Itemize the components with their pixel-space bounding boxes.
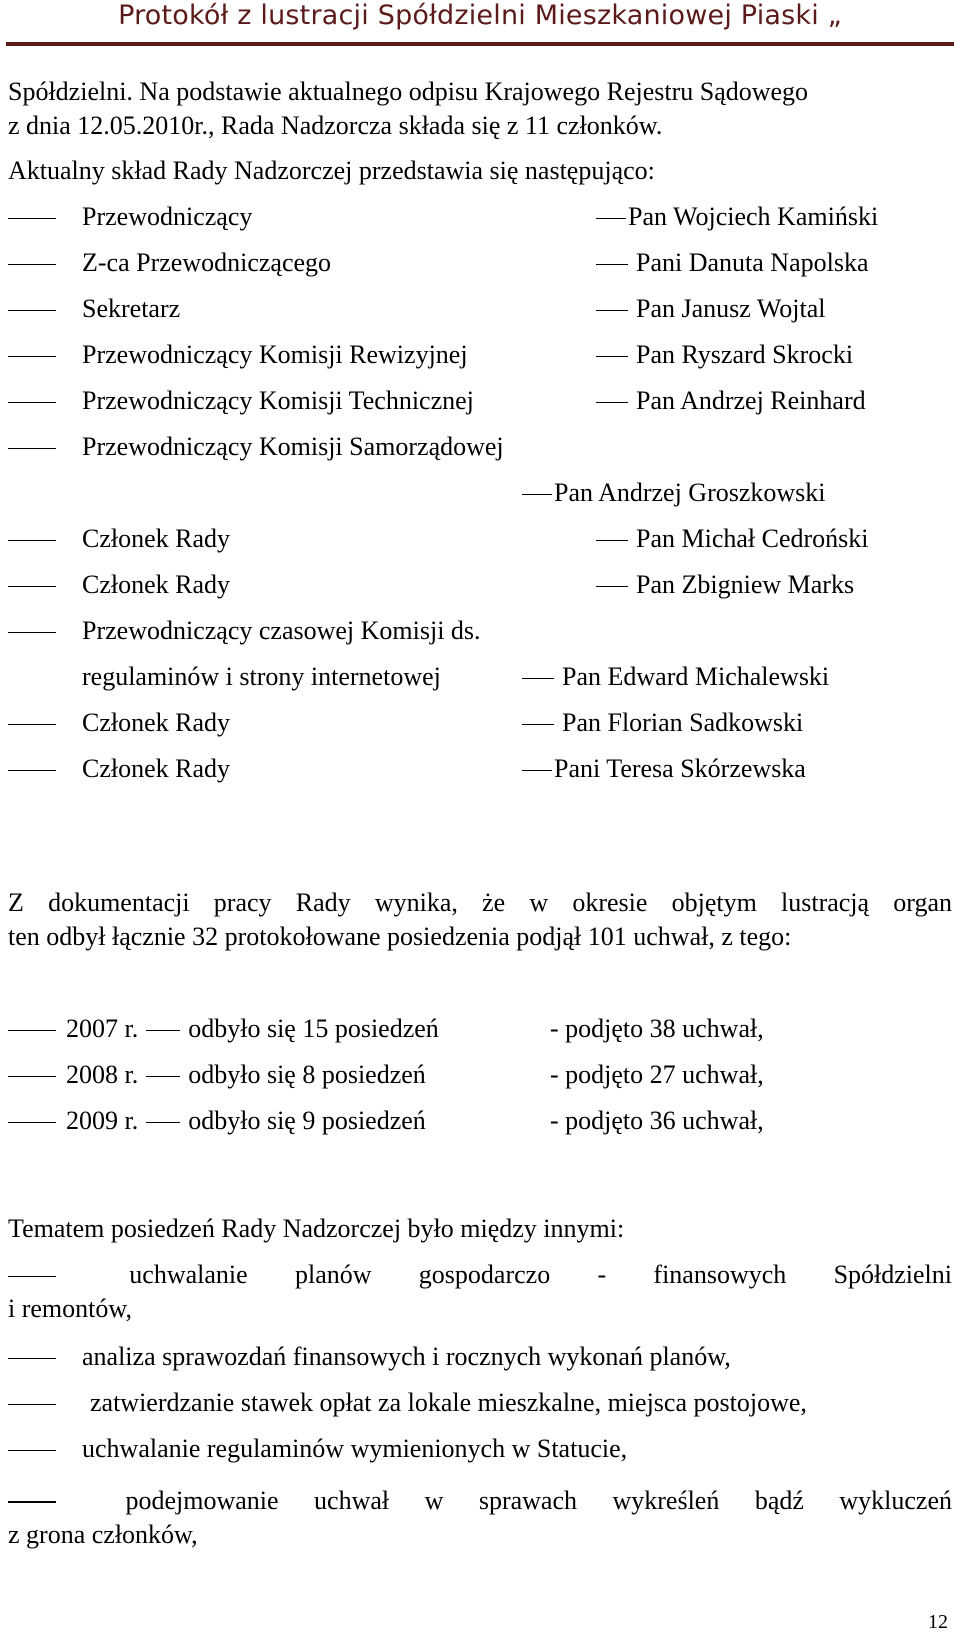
board-name-1: Pan Wojciech Kamiński [596, 200, 878, 234]
year-resolutions-2008: - podjęto 27 uchwał, [550, 1060, 764, 1089]
board-role-4: Przewodniczący Komisji Rewizyjnej [8, 338, 468, 372]
dash-icon [8, 1030, 56, 1031]
board-name-7: Pan Michał Cedroński [596, 522, 869, 556]
dash-icon [522, 770, 552, 771]
dash-icon [8, 402, 56, 403]
board-name-11: Pani Teresa Skórzewska [522, 752, 806, 786]
dash-icon [8, 632, 56, 633]
intro-line-3: Aktualny skład Rady Nadzorczej przedstawia się następująco: [8, 156, 655, 185]
topic-item-3: zatwierdzanie stawek opłat za lokale mieszkalne, miejsca postojowe, [8, 1386, 807, 1420]
board-role-9: Przewodniczący czasowej Komisji ds. [8, 614, 481, 648]
dash-icon [596, 218, 626, 219]
dash-icon [8, 1501, 56, 1503]
dash-icon [8, 586, 56, 587]
dash-icon [146, 1076, 180, 1077]
page-number: 12 [928, 1611, 948, 1633]
board-role-10: Członek Rady [8, 706, 230, 740]
dash-icon [146, 1122, 180, 1123]
summary-line-2: ten odbył łącznie 32 protokołowane posiedzenia podjął 101 uchwał, z tego: [8, 922, 792, 951]
dash-icon [8, 448, 56, 449]
topic-item-5: podejmowanie uchwał w sprawach wykreśleń bądź wykluczeń [8, 1484, 952, 1518]
summary-line-1: Z dokumentacji pracy Rady wynika, że w okresie objętym lustracją organ [8, 888, 952, 917]
board-role-6: Przewodniczący Komisji Samorządowej [8, 430, 504, 464]
dash-icon [522, 678, 554, 679]
dash-icon [8, 540, 56, 541]
board-role-3: Sekretarz [8, 292, 180, 326]
board-role-2: Z-ca Przewodniczącego [8, 246, 331, 280]
dash-icon [8, 770, 56, 771]
year-resolutions-2007: - podjęto 38 uchwał, [550, 1014, 764, 1043]
board-role-1: Przewodniczący [8, 200, 252, 234]
dash-icon [596, 356, 628, 357]
year-row-2008: 2008 r. odbyło się 8 posiedzeń [8, 1058, 426, 1092]
dash-icon [8, 310, 56, 311]
dash-icon [8, 264, 56, 265]
dash-icon [596, 402, 628, 403]
board-role-5: Przewodniczący Komisji Technicznej [8, 384, 474, 418]
dash-icon [522, 724, 554, 725]
dash-icon [146, 1030, 180, 1031]
board-name-5: Pan Andrzej Reinhard [596, 384, 866, 418]
dash-icon [8, 724, 56, 725]
dash-icon [8, 1276, 56, 1277]
board-role-7: Członek Rady [8, 522, 230, 556]
dash-icon [8, 1122, 56, 1123]
header-rule [6, 42, 954, 46]
topic-item-4: uchwalanie regulaminów wymienionych w Statucie, [8, 1432, 627, 1466]
topics-intro: Tematem posiedzeń Rady Nadzorczej było między innymi: [8, 1214, 625, 1243]
dash-icon [522, 494, 552, 495]
board-role-8: Członek Rady [8, 568, 230, 602]
dash-icon [596, 310, 628, 311]
dash-icon [596, 264, 628, 265]
board-role-9-cont: regulaminów i strony internetowej [82, 662, 441, 691]
board-name-9: Pan Edward Michalewski [522, 660, 829, 694]
year-row-2007: 2007 r. odbyło się 15 posiedzeń [8, 1012, 439, 1046]
dash-icon [8, 1076, 56, 1077]
dash-icon [8, 1358, 56, 1359]
board-name-4: Pan Ryszard Skrocki [596, 338, 853, 372]
topic-item-1: uchwalanie planów gospodarczo - finansowych Spółdzielni [8, 1258, 952, 1292]
board-role-11: Członek Rady [8, 752, 230, 786]
dash-icon [8, 356, 56, 357]
board-name-3: Pan Janusz Wojtal [596, 292, 826, 326]
board-name-6: Pan Andrzej Groszkowski [522, 476, 826, 510]
board-name-10: Pan Florian Sadkowski [522, 706, 803, 740]
year-resolutions-2009: - podjęto 36 uchwał, [550, 1106, 764, 1135]
intro-line-1: Spółdzielni. Na podstawie aktualnego odpisu Krajowego Rejestru Sądowego [8, 77, 809, 106]
page-header: Protokół z lustracji Spółdzielni Mieszkaniowej Piaski „ [118, 0, 842, 31]
topic-item-1-cont: i remontów, [8, 1294, 132, 1323]
dash-icon [8, 1404, 56, 1405]
dash-icon [8, 218, 56, 219]
year-row-2009: 2009 r. odbyło się 9 posiedzeń [8, 1104, 426, 1138]
board-name-2: Pani Danuta Napolska [596, 246, 869, 280]
topic-item-2: analiza sprawozdań finansowych i rocznych wykonań planów, [8, 1340, 731, 1374]
board-name-8: Pan Zbigniew Marks [596, 568, 854, 602]
dash-icon [596, 540, 628, 541]
dash-icon [596, 586, 628, 587]
dash-icon [8, 1450, 56, 1451]
intro-line-2: z dnia 12.05.2010r., Rada Nadzorcza składa się z 11 członków. [8, 111, 663, 140]
topic-item-5-cont: z grona członków, [8, 1520, 198, 1549]
